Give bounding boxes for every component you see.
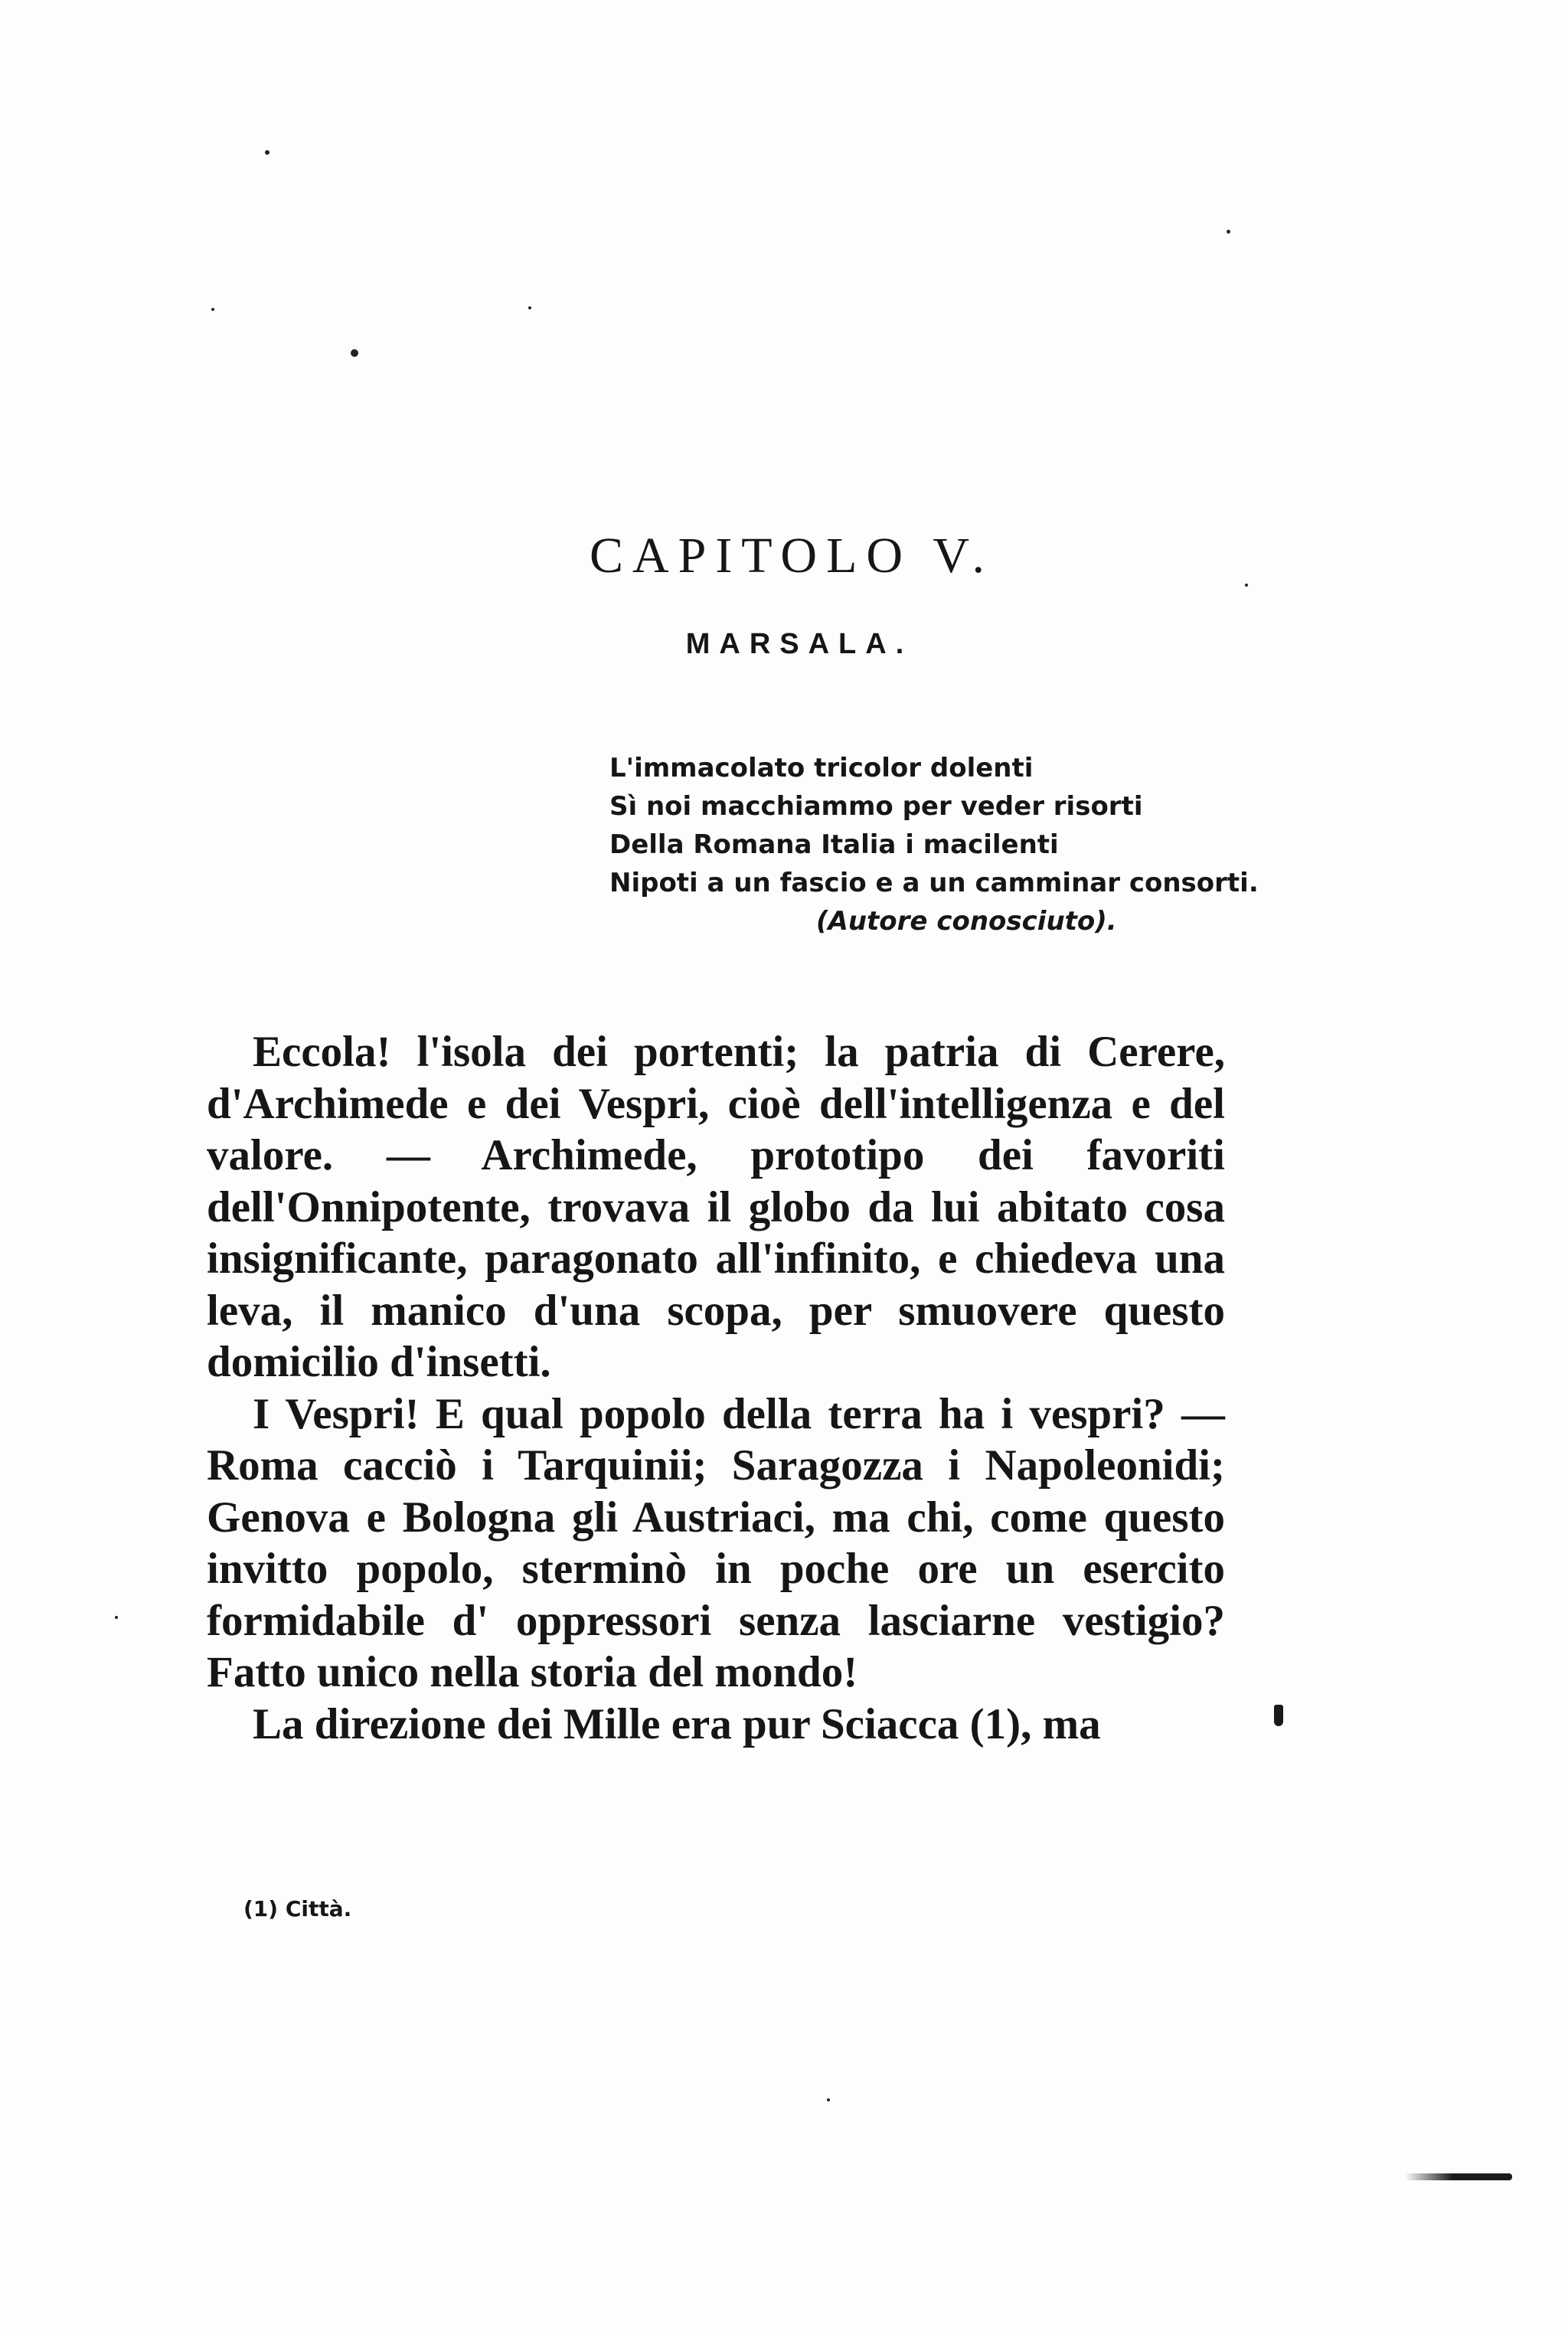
scan-speck [115,1616,118,1619]
body-paragraph: I Vespri! E qual popolo della terra ha i vespri? — Roma cacciò i Tarquinii; Saragozza i Napoleonidi; Genova e Bologna gli Austriaci, ma chi, come questo invitto popolo, sterminò in poche ore un esercito formidabile d' oppressori senza lasciarne vestigio? Fatto unico nella storia del mondo! [207,1389,1225,1696]
epigraph-line: Nipoti a un fascio e a un camminar consorti. [609,868,1259,898]
scan-speck [1245,584,1248,587]
decorative-rule [1405,2173,1512,2180]
scan-speck [351,349,358,357]
scan-speck [827,2098,830,2101]
epigraph [609,749,1283,940]
epigraph-line: Sì noi macchiammo per veder risorti [609,791,1143,822]
margin-mark [1274,1705,1283,1726]
body-paragraph: Eccola! l'isola dei portenti; la patria di Cerere, d'Archimede e dei Vespri, cioè dell'intelligenza e del valore. — Archimede, prototipo dei favoriti dell'Onnipotente, trovava il globo da lui abitato cosa insignificante, paragonato all'infinito, e chiedeva una leva, il manico d'una scopa, per smuovere questo domicilio d'insetti. [207,1028,1225,1386]
epigraph-line: Della Romana Italia i macilenti [609,829,1059,860]
scan-speck [1227,230,1230,234]
scan-speck [211,308,214,311]
footnote: (1) Città. [243,1896,352,1921]
body-paragraph: La direzione dei Mille era pur Sciacca (1), ma [253,1699,1101,1748]
scan-speck [265,150,270,155]
scan-speck [528,306,531,309]
chapter-title: CAPITOLO V. [589,528,995,584]
chapter-subtitle: MARSALA. [685,628,913,660]
body-text [207,1026,1225,1750]
epigraph-line: L'immacolato tricolor dolenti [609,753,1034,783]
epigraph-attribution: (Autore conosciuto). [816,906,1117,937]
